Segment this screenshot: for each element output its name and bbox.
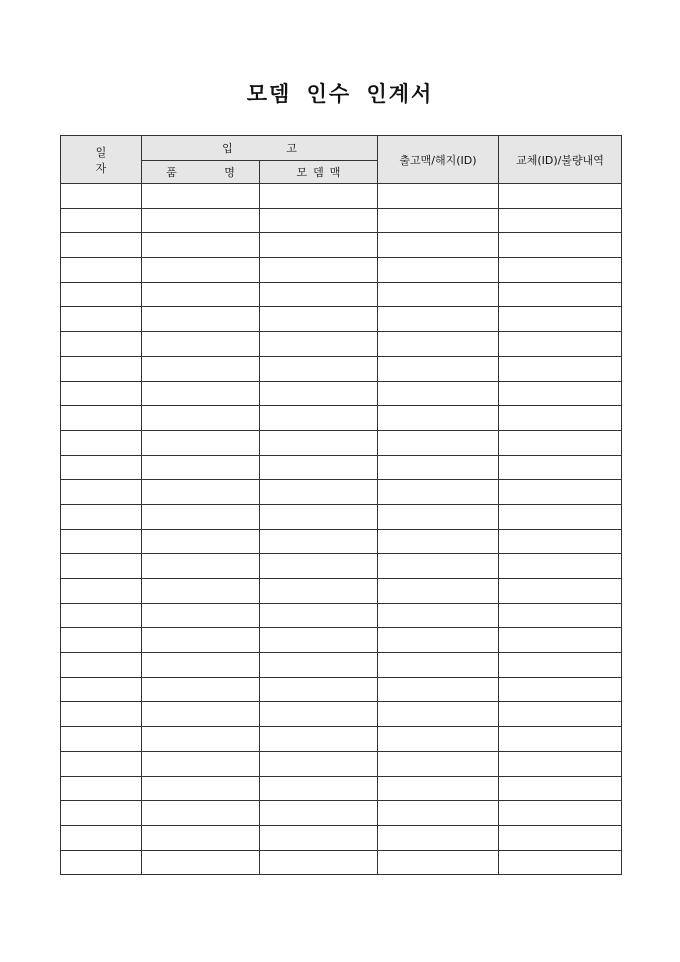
header-item-name-label: 품 명 <box>166 166 257 179</box>
cell-outgoing-mac[interactable] <box>378 801 499 826</box>
cell-replacement[interactable] <box>499 258 622 283</box>
header-modem-no <box>260 161 378 184</box>
cell-modem-no[interactable] <box>260 258 378 283</box>
header-item-name <box>142 161 260 184</box>
cell-replacement[interactable] <box>499 653 622 678</box>
cell-modem-no[interactable] <box>260 356 378 381</box>
cell-date[interactable] <box>61 825 142 850</box>
cell-date[interactable] <box>61 579 142 604</box>
cell-replacement[interactable] <box>499 233 622 258</box>
table-body <box>61 184 622 875</box>
cell-replacement[interactable] <box>499 208 622 233</box>
cell-date[interactable] <box>61 258 142 283</box>
cell-outgoing-mac[interactable] <box>378 381 499 406</box>
cell-date[interactable] <box>61 653 142 678</box>
cell-replacement[interactable] <box>499 480 622 505</box>
cell-modem-no[interactable] <box>260 776 378 801</box>
cell-replacement[interactable] <box>499 850 622 875</box>
cell-date[interactable] <box>61 801 142 826</box>
cell-modem-no[interactable] <box>260 529 378 554</box>
cell-outgoing-mac[interactable] <box>378 727 499 752</box>
table-row <box>61 825 622 850</box>
cell-date[interactable] <box>61 233 142 258</box>
cell-item-name[interactable] <box>142 282 260 307</box>
table-row <box>61 677 622 702</box>
cell-date[interactable] <box>61 332 142 357</box>
cell-outgoing-mac[interactable] <box>378 504 499 529</box>
cell-replacement[interactable] <box>499 529 622 554</box>
cell-outgoing-mac[interactable] <box>378 356 499 381</box>
cell-date[interactable] <box>61 504 142 529</box>
cell-outgoing-mac[interactable] <box>378 455 499 480</box>
cell-item-name[interactable] <box>142 258 260 283</box>
cell-date[interactable] <box>61 381 142 406</box>
cell-modem-no[interactable] <box>260 332 378 357</box>
table-row <box>61 455 622 480</box>
cell-replacement[interactable] <box>499 307 622 332</box>
cell-modem-no[interactable] <box>260 801 378 826</box>
cell-item-name[interactable] <box>142 356 260 381</box>
cell-modem-no[interactable] <box>260 554 378 579</box>
table-row <box>61 579 622 604</box>
cell-replacement[interactable] <box>499 455 622 480</box>
cell-replacement[interactable] <box>499 727 622 752</box>
table-row <box>61 406 622 431</box>
table-row <box>61 208 622 233</box>
header-modem-no-label: 모뎀맥 <box>296 166 347 179</box>
cell-modem-no[interactable] <box>260 184 378 209</box>
handover-table <box>60 135 622 875</box>
table-row <box>61 529 622 554</box>
cell-outgoing-mac[interactable] <box>378 702 499 727</box>
cell-replacement[interactable] <box>499 825 622 850</box>
cell-date[interactable] <box>61 455 142 480</box>
table-row <box>61 233 622 258</box>
cell-item-name[interactable] <box>142 751 260 776</box>
header-replacement-label: 교체(ID)/불량내역 <box>516 153 604 167</box>
cell-modem-no[interactable] <box>260 579 378 604</box>
cell-item-name[interactable] <box>142 850 260 875</box>
table-row <box>61 603 622 628</box>
cell-item-name[interactable] <box>142 184 260 209</box>
cell-outgoing-mac[interactable] <box>378 776 499 801</box>
header-date <box>61 136 142 184</box>
table-row <box>61 702 622 727</box>
cell-modem-no[interactable] <box>260 751 378 776</box>
cell-outgoing-mac[interactable] <box>378 677 499 702</box>
cell-date[interactable] <box>61 208 142 233</box>
cell-replacement[interactable] <box>499 801 622 826</box>
cell-date[interactable] <box>61 628 142 653</box>
table-row <box>61 480 622 505</box>
cell-outgoing-mac[interactable] <box>378 653 499 678</box>
cell-replacement[interactable] <box>499 356 622 381</box>
cell-date[interactable] <box>61 603 142 628</box>
cell-outgoing-mac[interactable] <box>378 332 499 357</box>
cell-outgoing-mac[interactable] <box>378 258 499 283</box>
cell-outgoing-mac[interactable] <box>378 579 499 604</box>
cell-modem-no[interactable] <box>260 603 378 628</box>
cell-item-name[interactable] <box>142 825 260 850</box>
cell-modem-no[interactable] <box>260 282 378 307</box>
header-outgoing-mac-label: 출고맥/해지(ID) <box>399 153 477 167</box>
table-row <box>61 727 622 752</box>
cell-item-name[interactable] <box>142 776 260 801</box>
cell-item-name[interactable] <box>142 381 260 406</box>
cell-item-name[interactable] <box>142 208 260 233</box>
table-row <box>61 332 622 357</box>
cell-outgoing-mac[interactable] <box>378 628 499 653</box>
table-row <box>61 258 622 283</box>
table-row <box>61 356 622 381</box>
table-row <box>61 430 622 455</box>
cell-replacement[interactable] <box>499 579 622 604</box>
cell-outgoing-mac[interactable] <box>378 554 499 579</box>
cell-item-name[interactable] <box>142 332 260 357</box>
cell-date[interactable] <box>61 776 142 801</box>
header-incoming <box>142 136 378 161</box>
cell-replacement[interactable] <box>499 282 622 307</box>
cell-item-name[interactable] <box>142 653 260 678</box>
cell-item-name[interactable] <box>142 727 260 752</box>
cell-item-name[interactable] <box>142 504 260 529</box>
cell-date[interactable] <box>61 727 142 752</box>
cell-date[interactable] <box>61 751 142 776</box>
table-row <box>61 628 622 653</box>
table-row <box>61 776 622 801</box>
table-row <box>61 653 622 678</box>
cell-modem-no[interactable] <box>260 233 378 258</box>
cell-item-name[interactable] <box>142 307 260 332</box>
cell-outgoing-mac[interactable] <box>378 233 499 258</box>
cell-item-name[interactable] <box>142 628 260 653</box>
cell-outgoing-mac[interactable] <box>378 282 499 307</box>
cell-outgoing-mac[interactable] <box>378 529 499 554</box>
cell-item-name[interactable] <box>142 529 260 554</box>
cell-date[interactable] <box>61 677 142 702</box>
cell-modem-no[interactable] <box>260 406 378 431</box>
cell-item-name[interactable] <box>142 677 260 702</box>
cell-replacement[interactable] <box>499 751 622 776</box>
header-date-label: 일 자 <box>95 145 121 175</box>
cell-replacement[interactable] <box>499 406 622 431</box>
cell-date[interactable] <box>61 307 142 332</box>
cell-outgoing-mac[interactable] <box>378 850 499 875</box>
cell-item-name[interactable] <box>142 603 260 628</box>
cell-outgoing-mac[interactable] <box>378 406 499 431</box>
table-row <box>61 307 622 332</box>
cell-outgoing-mac[interactable] <box>378 208 499 233</box>
table-row <box>61 801 622 826</box>
cell-modem-no[interactable] <box>260 430 378 455</box>
cell-replacement[interactable] <box>499 702 622 727</box>
cell-outgoing-mac[interactable] <box>378 825 499 850</box>
cell-modem-no[interactable] <box>260 628 378 653</box>
document-title: 모뎀 인수 인계서 <box>246 81 434 106</box>
cell-replacement[interactable] <box>499 603 622 628</box>
cell-replacement[interactable] <box>499 504 622 529</box>
cell-date[interactable] <box>61 406 142 431</box>
cell-date[interactable] <box>61 554 142 579</box>
cell-date[interactable] <box>61 480 142 505</box>
cell-outgoing-mac[interactable] <box>378 480 499 505</box>
cell-date[interactable] <box>61 356 142 381</box>
cell-outgoing-mac[interactable] <box>378 751 499 776</box>
cell-modem-no[interactable] <box>260 702 378 727</box>
cell-date[interactable] <box>61 850 142 875</box>
cell-item-name[interactable] <box>142 430 260 455</box>
header-outgoing-mac <box>378 136 499 184</box>
cell-item-name[interactable] <box>142 480 260 505</box>
cell-item-name[interactable] <box>142 579 260 604</box>
cell-outgoing-mac[interactable] <box>378 430 499 455</box>
cell-date[interactable] <box>61 282 142 307</box>
table-row <box>61 282 622 307</box>
cell-item-name[interactable] <box>142 554 260 579</box>
cell-modem-no[interactable] <box>260 727 378 752</box>
table-row <box>61 184 622 209</box>
cell-modem-no[interactable] <box>260 455 378 480</box>
cell-replacement[interactable] <box>499 628 622 653</box>
cell-modem-no[interactable] <box>260 381 378 406</box>
cell-replacement[interactable] <box>499 430 622 455</box>
table-row <box>61 504 622 529</box>
cell-item-name[interactable] <box>142 455 260 480</box>
cell-outgoing-mac[interactable] <box>378 603 499 628</box>
cell-item-name[interactable] <box>142 801 260 826</box>
cell-item-name[interactable] <box>142 406 260 431</box>
cell-date[interactable] <box>61 702 142 727</box>
header-incoming-label: 입 고 <box>222 142 297 155</box>
table-row <box>61 554 622 579</box>
table-row <box>61 751 622 776</box>
cell-date[interactable] <box>61 529 142 554</box>
cell-outgoing-mac[interactable] <box>378 184 499 209</box>
header-replacement <box>499 136 622 184</box>
cell-replacement[interactable] <box>499 677 622 702</box>
cell-modem-no[interactable] <box>260 825 378 850</box>
cell-item-name[interactable] <box>142 233 260 258</box>
table-row <box>61 381 622 406</box>
cell-date[interactable] <box>61 184 142 209</box>
cell-replacement[interactable] <box>499 184 622 209</box>
cell-item-name[interactable] <box>142 702 260 727</box>
cell-modem-no[interactable] <box>260 208 378 233</box>
table-row <box>61 850 622 875</box>
cell-replacement[interactable] <box>499 554 622 579</box>
cell-modem-no[interactable] <box>260 480 378 505</box>
cell-modem-no[interactable] <box>260 504 378 529</box>
cell-outgoing-mac[interactable] <box>378 307 499 332</box>
cell-replacement[interactable] <box>499 776 622 801</box>
cell-modem-no[interactable] <box>260 653 378 678</box>
cell-modem-no[interactable] <box>260 307 378 332</box>
cell-date[interactable] <box>61 430 142 455</box>
cell-replacement[interactable] <box>499 332 622 357</box>
cell-modem-no[interactable] <box>260 677 378 702</box>
cell-modem-no[interactable] <box>260 850 378 875</box>
cell-replacement[interactable] <box>499 381 622 406</box>
